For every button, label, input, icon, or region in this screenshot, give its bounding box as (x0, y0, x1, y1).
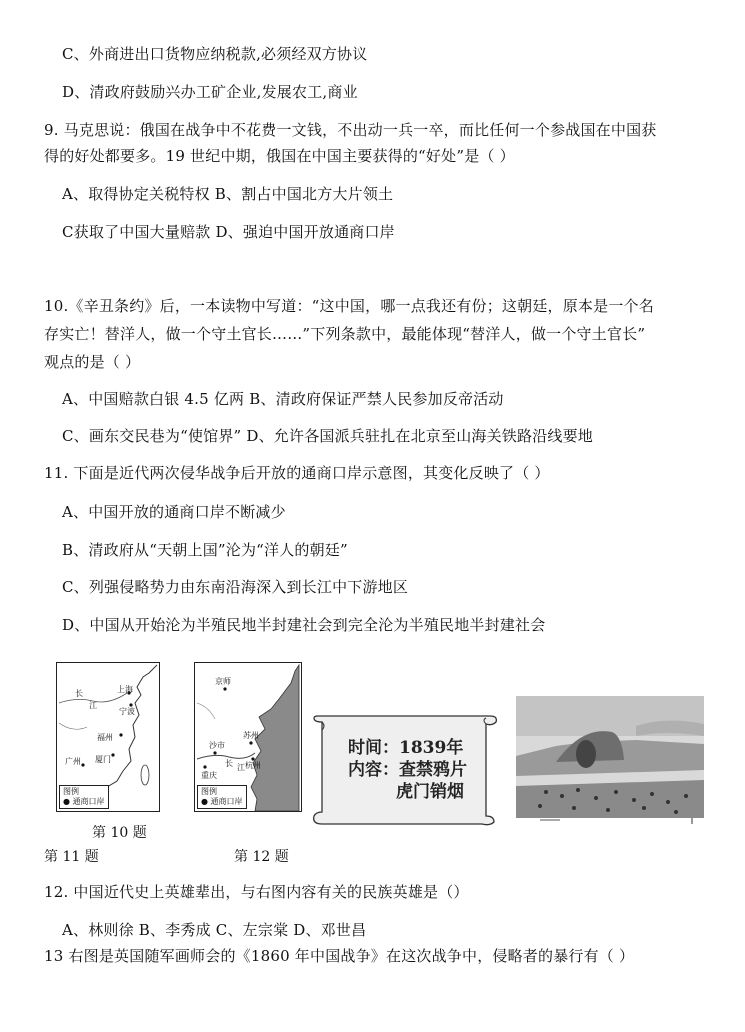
map-1-label: 江 (89, 701, 97, 710)
figure-caption-12: 第 12 题 (234, 849, 289, 865)
option-d-line: D、清政府鼓励兴办工矿企业,发展农工,商业 (62, 83, 358, 101)
scroll-event: 虎门销烟 (396, 782, 464, 802)
map-2-legend (197, 785, 247, 809)
question-11-option-b: B、清政府从“天朝上国”沦为“洋人的朝廷” (62, 541, 348, 559)
question-10-options-ab: A、中国赔款白银 4.5 亿两 B、清政府保证严禁人民参加反帝活动 (62, 390, 504, 408)
question-11-stem: 11. 下面是近代两次侵华战争后开放的通商口岸示意图，其变化反映了（ ） (44, 464, 550, 482)
question-11-option-a: A、中国开放的通商口岸不断减少 (62, 503, 286, 521)
legend-item: ● 通商口岸 (201, 797, 243, 806)
port-dot-icon: ● (201, 797, 211, 806)
war-painting-image (516, 696, 704, 824)
question-10-stem-3: 观点的是（ ） (44, 353, 141, 371)
legend-item: ● 通商口岸 (63, 797, 105, 806)
map-2-label: 江 (237, 763, 245, 772)
option-c-line: C、外商进出口货物应纳税款,必须经双方协议 (62, 45, 368, 63)
question-11-option-c: C、列强侵略势力由东南沿海深入到长江中下游地区 (62, 578, 409, 596)
map-1-legend (59, 785, 109, 809)
painting-icon (516, 696, 704, 824)
question-10-options-cd: C、画东交民巷为“使馆界” D、允许各国派兵驻扎在北京至山海关铁路沿线要地 (62, 427, 594, 445)
legend-title: 图例 (201, 787, 217, 796)
map-1-label: 上海 (117, 685, 133, 694)
port-dot-icon: ● (63, 797, 73, 806)
humen-scroll-image (310, 712, 498, 826)
map-2-label: 苏州 (243, 731, 259, 740)
scroll-content: 内容：查禁鸦片 (348, 760, 467, 780)
map-2-label: 长 (225, 759, 233, 768)
question-9-options-cd: C获取了中国大量赔款 D、强迫中国开放通商口岸 (62, 223, 395, 241)
map-2-label: 杭州 (245, 761, 261, 770)
treaty-ports-map-1 (56, 662, 160, 812)
map-1-label: 广州 (65, 757, 81, 766)
map-1-label: 宁波 (119, 707, 135, 716)
question-9-options-ab: A、取得协定关税特权 B、割占中国北方大片领土 (62, 185, 394, 203)
map-2-label: 沙市 (209, 741, 225, 750)
question-12-stem: 12. 中国近代史上英雄辈出，与右图内容有关的民族英雄是（） (44, 883, 469, 901)
question-9-stem-1: 9. 马克思说：俄国在战争中不花费一文钱，不出动一兵一卒，而比任何一个参战国在中国获 (44, 121, 657, 139)
map-1-label: 厦门 (95, 755, 111, 764)
question-12-options: A、林则徐 B、李秀成 C、左宗棠 D、邓世昌 (62, 921, 367, 939)
question-11-option-d: D、中国从开始沦为半殖民地半封建社会到完全沦为半殖民地半封建社会 (62, 616, 546, 634)
question-9-stem-2: 得的好处都要多。19 世纪中期，俄国在中国主要获得的“好处”是（ ） (44, 147, 515, 165)
figure-caption-10: 第 10 题 (92, 825, 147, 841)
figure-caption-11: 第 11 题 (44, 849, 99, 865)
legend-title: 图例 (63, 787, 79, 796)
map-2-label: 重庆 (201, 771, 217, 780)
map-1-label: 福州 (97, 733, 113, 742)
question-10-stem-2: 存实亡！替洋人，做一个守土官长……”下列条款中，最能体现“替洋人，做一个守土官长” (44, 325, 646, 343)
treaty-ports-map-2 (194, 662, 302, 812)
scroll-time: 时间：1839年 (348, 738, 464, 758)
map-2-label: 京师 (215, 677, 231, 686)
question-13-stem: 13 右图是英国随军画师会的《1860 年中国战争》在这次战争中，侵略者的暴行有（ ） (44, 947, 635, 965)
question-10-stem-1: 10.《辛丑条约》后，一本读物中写道：“这中国，哪一点我还有份；这朝廷，原本是一个名 (44, 297, 654, 315)
map-1-label: 长 (75, 689, 83, 698)
